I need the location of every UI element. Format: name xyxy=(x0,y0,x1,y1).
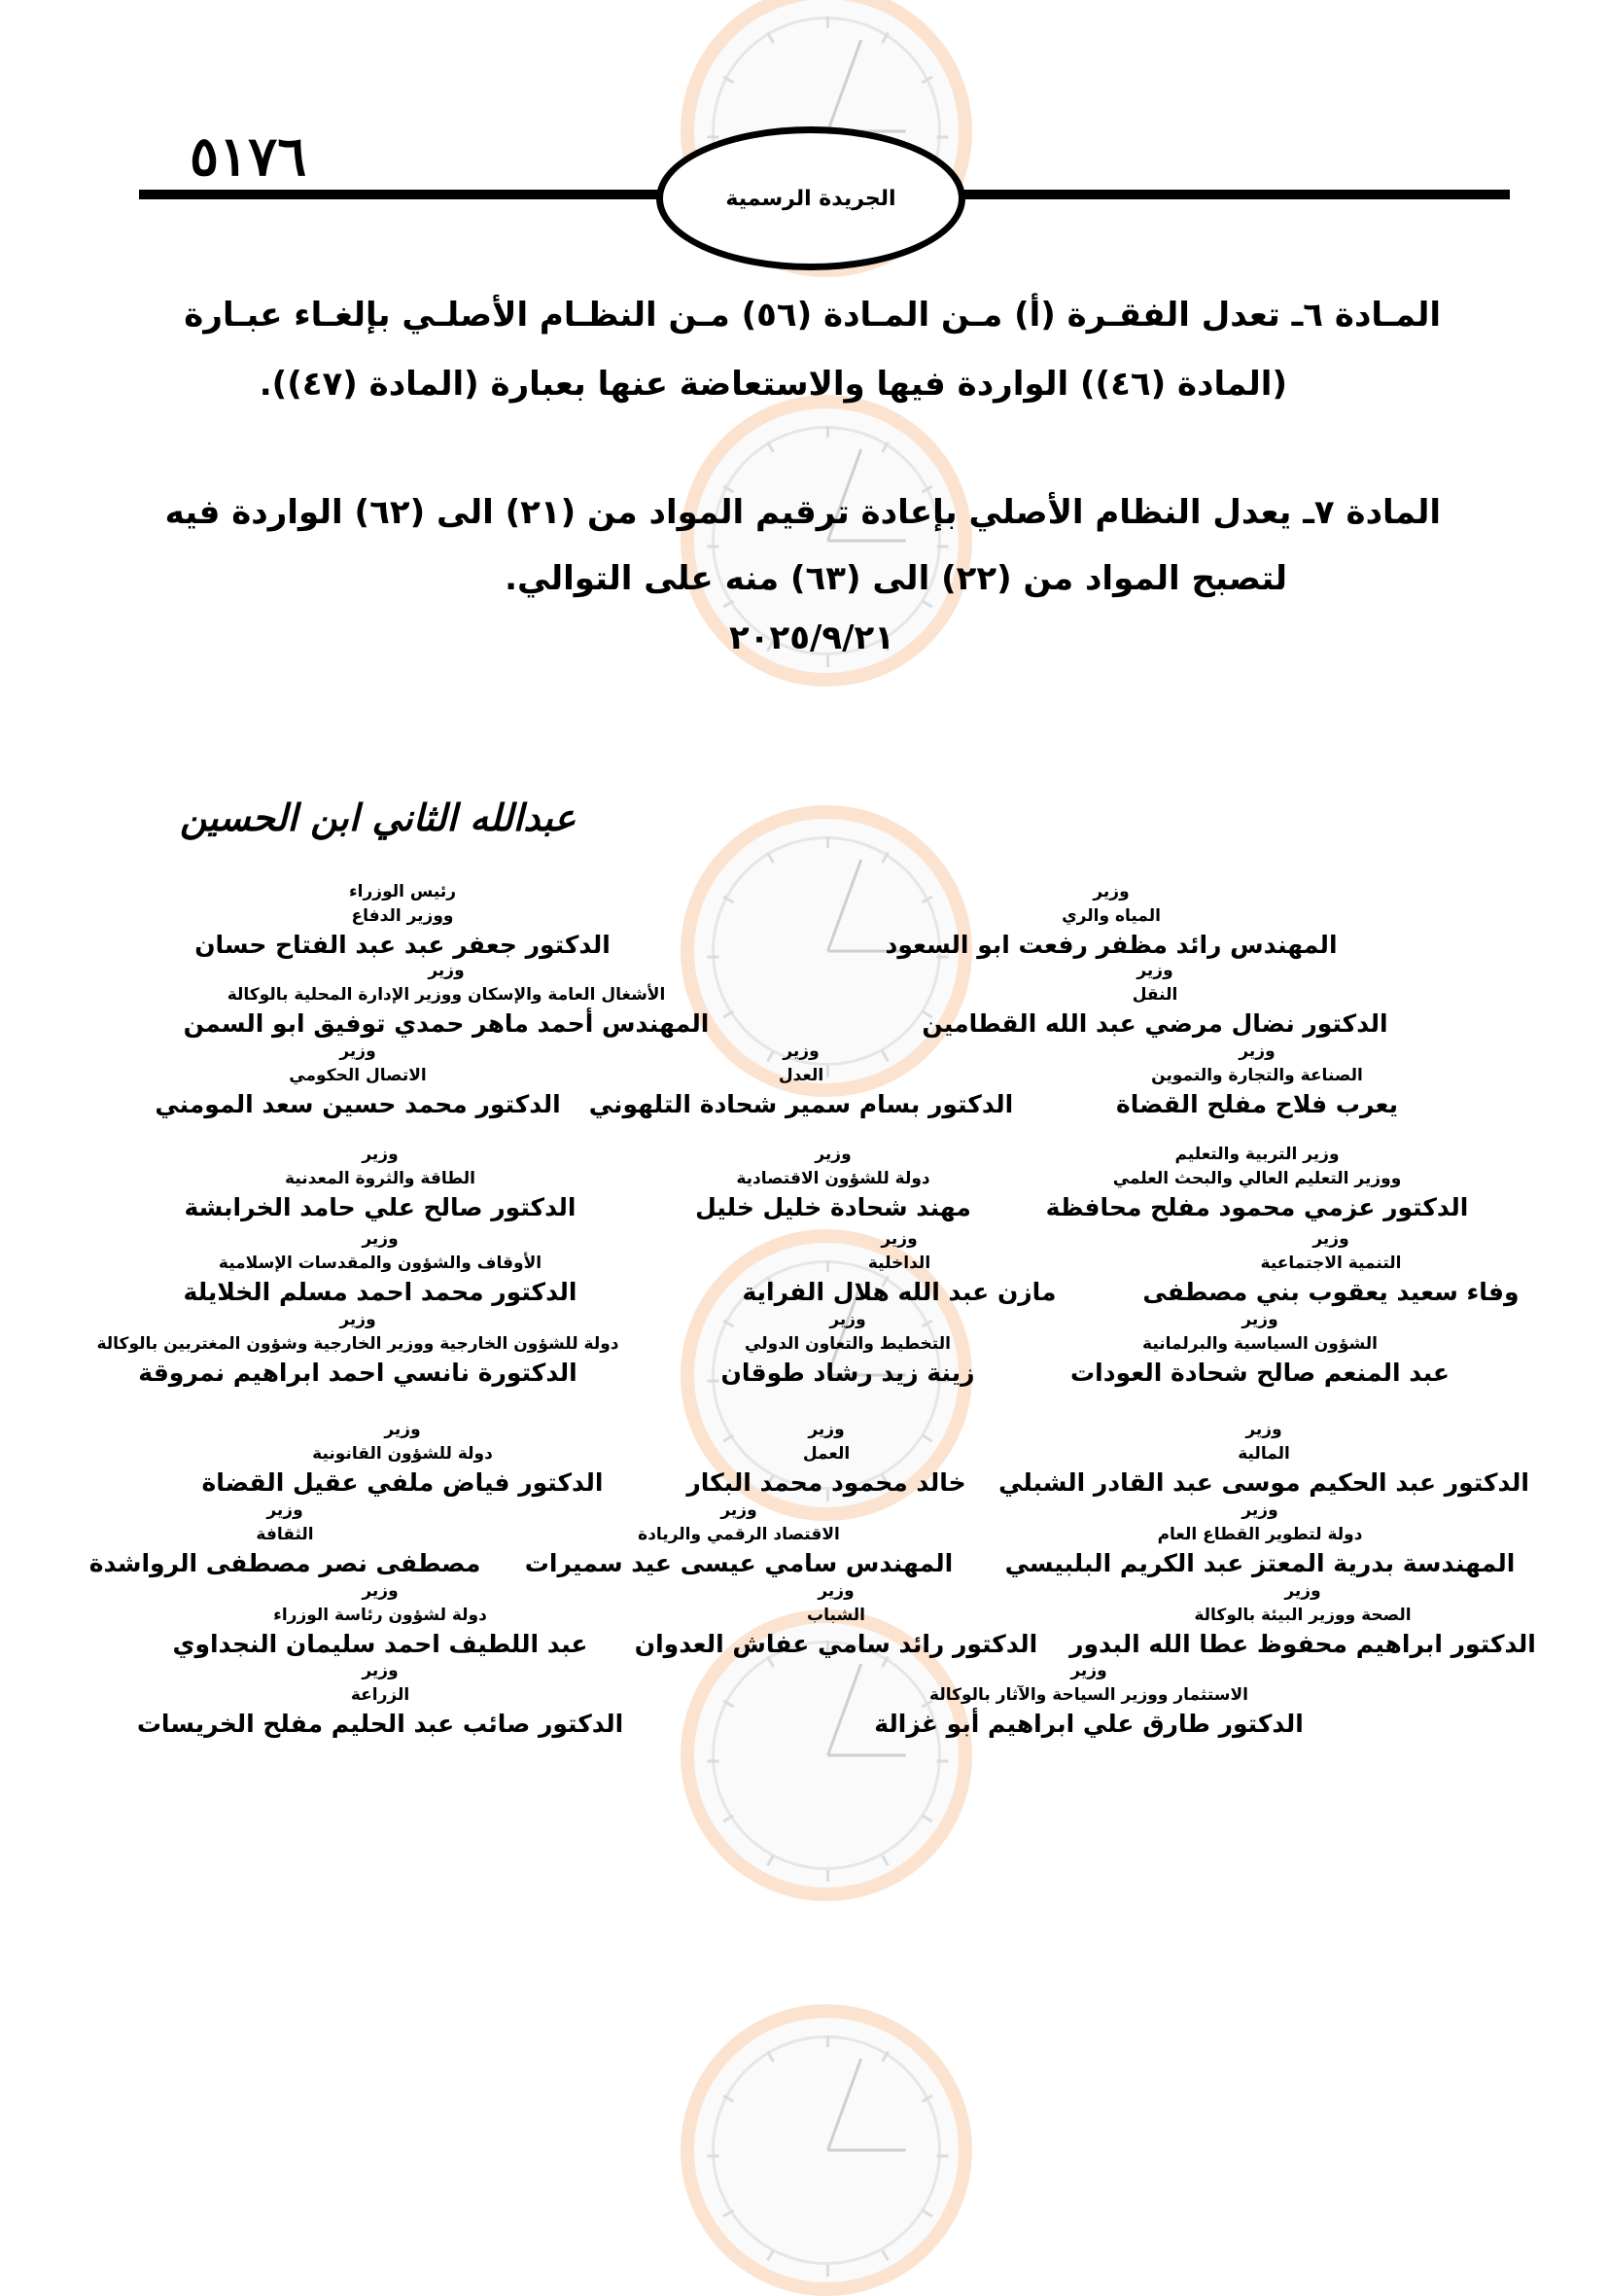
minister-name: يعرب فلاح مفلح القضاة xyxy=(1115,1090,1399,1118)
article-7-line-1: المادة ٧ـ يعدل النظام الأصلي بإعادة ترقيم المواد من (٢١) الى (٦٢) الواردة فيه xyxy=(164,493,1441,532)
minister-title: الأشغال العامة والإسكان ووزير الإدارة المحلية بالوكالة xyxy=(227,985,666,1005)
minister-title: وزير xyxy=(1241,1310,1278,1329)
minister-name: مهند شحادة خليل خليل xyxy=(695,1193,971,1221)
minister-title: الاقتصاد الرقمي والريادة xyxy=(638,1525,840,1544)
minister-signature-block xyxy=(0,1499,654,1580)
minister-name: زينة زيد رشاد طوقان xyxy=(720,1359,975,1387)
minister-title: وزير xyxy=(720,1501,757,1520)
minister-name: الدكتور صالح علي حامد الخرابشة xyxy=(184,1193,577,1221)
minister-title: العمل xyxy=(802,1444,851,1464)
minister-name: الدكتور عزمي محمود مفلح محافظة xyxy=(1045,1193,1469,1221)
minister-title: وزير xyxy=(1245,1420,1282,1439)
minister-title: وزير xyxy=(339,1310,376,1329)
minister-title: دولة للشؤون الخارجية ووزير الخارجية وشؤون المغتربين بالوكالة xyxy=(96,1334,619,1354)
minister-title: وزير xyxy=(339,1042,376,1061)
minister-name: المهندس أحمد ماهر حمدي توفيق ابو السمن xyxy=(183,1009,710,1038)
minister-title: المياه والري xyxy=(1062,906,1161,926)
minister-name: مازن عبد الله هلال الفراية xyxy=(742,1278,1057,1306)
minister-name: الدكتور نضال مرضي عبد الله القطامين xyxy=(922,1009,1388,1038)
article-6-line-1: المـادة ٦ـ تعدل الفقـرة (أ) مـن المـادة (٥٦) مـن النظـام الأصلـي بإلغـاء عبـارة xyxy=(184,296,1441,335)
minister-title: وزير xyxy=(1070,1661,1107,1680)
minister-name: الدكتور محمد حسين سعد المومني xyxy=(155,1090,561,1118)
minister-title: ووزير التعليم العالي والبحث العلمي xyxy=(1112,1169,1402,1188)
minister-signature-block xyxy=(11,1659,750,1741)
gazette-title: الجريدة الرسمية xyxy=(725,186,896,211)
minister-title: وزير xyxy=(362,1229,399,1249)
minister-title: وزير xyxy=(881,1229,918,1249)
minister-title: وزير xyxy=(1239,1042,1276,1061)
minister-name: المهندس سامي عيسى عيد سميرات xyxy=(524,1549,954,1577)
minister-signature-block xyxy=(786,959,1524,1041)
minister-title: دولة لتطوير القطاع العام xyxy=(1157,1525,1363,1544)
page-number: ٥١٧٦ xyxy=(190,124,307,189)
minister-signature-block xyxy=(33,1418,772,1500)
minister-title: التخطيط والتعاون الدولي xyxy=(745,1334,951,1354)
minister-name: وفاء سعيد يعقوب بني مصطفى xyxy=(1142,1278,1520,1306)
minister-name: عبد اللطيف احمد سليمان النجداوي xyxy=(172,1630,588,1658)
minister-signature-block xyxy=(77,959,816,1041)
minister-title: وزير xyxy=(1284,1581,1321,1601)
minister-title: وزير xyxy=(1136,961,1173,980)
minister-title: وزير xyxy=(266,1501,303,1520)
minister-signature-block xyxy=(11,1227,750,1309)
gazette-title-badge xyxy=(656,126,965,270)
minister-signature-block xyxy=(742,880,1481,962)
minister-name: المهندسة بدرية المعتز عبد الكريم البلبيسي xyxy=(1004,1549,1516,1577)
minister-title: وزير xyxy=(1093,882,1130,901)
minister-signature-block xyxy=(0,1308,727,1390)
minister-name: الدكتور ابراهيم محفوظ عطا الله البدور xyxy=(1069,1630,1536,1658)
minister-title: رئيس الوزراء xyxy=(348,882,457,901)
minister-title: وزير xyxy=(1241,1501,1278,1520)
minister-title: الاتصال الحكومي xyxy=(289,1066,427,1085)
minister-title: وزير xyxy=(428,961,465,980)
minister-title: وزير التربية والتعليم xyxy=(1174,1145,1340,1164)
minister-name: الدكتور طارق علي ابراهيم أبو غزالة xyxy=(874,1710,1304,1738)
minister-title: الصحة ووزير البيئة بالوكالة xyxy=(1194,1606,1412,1625)
minister-name: عبد المنعم صالح شحادة العودات xyxy=(1070,1359,1450,1387)
king-signature: عبدالله الثاني ابن الحسين xyxy=(180,795,577,839)
minister-title: العدل xyxy=(778,1066,824,1085)
minister-title: الزراعة xyxy=(350,1685,410,1705)
article-7-line-2: لتصبح المواد من (٢٢) الى (٦٣) منه على التوالي. xyxy=(505,559,1287,598)
minister-title: ووزير الدفاع xyxy=(351,906,454,926)
minister-title: وزير xyxy=(362,1661,399,1680)
minister-title: وزير xyxy=(818,1581,855,1601)
minister-name: الدكتور بسام سمير شحادة التلهوني xyxy=(588,1090,1014,1118)
minister-title: النقل xyxy=(1132,985,1178,1005)
minister-name: خالد محمود محمد البكار xyxy=(686,1468,966,1497)
minister-title: الداخلية xyxy=(867,1254,931,1273)
minister-name: المهندس رائد مظفر رفعت ابو السعود xyxy=(885,931,1338,959)
minister-title: وزير xyxy=(384,1420,421,1439)
minister-title: وزير xyxy=(815,1145,852,1164)
minister-name: الدكتور رائد سامي عفاش العدوان xyxy=(634,1630,1038,1658)
minister-title: دولة للشؤون الاقتصادية xyxy=(736,1169,930,1188)
decree-date: ٢٠٢٥/٩/٢١ xyxy=(728,618,895,657)
minister-title: التنمية الاجتماعية xyxy=(1260,1254,1402,1273)
minister-title: الشؤون السياسية والبرلمانية xyxy=(1142,1334,1378,1354)
minister-signature-block xyxy=(11,1579,750,1661)
minister-name: الدكتور جعفر عبد عبد الفتاح حسان xyxy=(194,931,611,959)
minister-signature-block xyxy=(33,880,772,962)
minister-title: وزير xyxy=(362,1581,399,1601)
minister-name: مصطفى نصر مصطفى الرواشدة xyxy=(88,1549,481,1577)
minister-title: الصناعة والتجارة والتموين xyxy=(1151,1066,1363,1085)
minister-title: وزير xyxy=(808,1420,845,1439)
minister-name: الدكتور محمد احمد مسلم الخلايلة xyxy=(183,1278,577,1306)
minister-signature-block xyxy=(11,1143,750,1224)
minister-signature-block xyxy=(0,1040,727,1121)
minister-title: وزير xyxy=(783,1042,820,1061)
minister-title: وزير xyxy=(829,1310,866,1329)
minister-name: الدكتورة نانسي احمد ابراهيم نمروقة xyxy=(138,1359,577,1387)
minister-title: دولة لشؤون رئاسة الوزراء xyxy=(273,1606,487,1625)
minister-title: دولة للشؤون القانونية xyxy=(312,1444,493,1464)
minister-name: الدكتور عبد الحكيم موسى عبد القادر الشبلي xyxy=(998,1468,1529,1497)
minister-title: الشباب xyxy=(807,1606,865,1625)
minister-title: الاستثمار ووزير السياحة والآثار بالوكالة xyxy=(929,1685,1248,1705)
minister-title: الأوقاف والشؤون والمقدسات الإسلامية xyxy=(218,1254,542,1273)
minister-title: الثقافة xyxy=(256,1525,314,1544)
clock-watermark-icon xyxy=(681,2004,972,2296)
article-6-line-2: (المادة (٤٦)) الواردة فيها والاستعاضة عنها بعبارة (المادة (٤٧)). xyxy=(259,365,1287,404)
minister-title: الطاقة والثروة المعدنية xyxy=(285,1169,475,1188)
minister-title: المالية xyxy=(1238,1444,1290,1464)
minister-name: الدكتور فياض ملفي عقيل القضاة xyxy=(201,1468,604,1497)
minister-title: وزير xyxy=(362,1145,399,1164)
minister-name: الدكتور صائب عبد الحليم مفلح الخريسات xyxy=(136,1710,624,1738)
minister-signature-block xyxy=(719,1659,1458,1741)
minister-title: وزير xyxy=(1312,1229,1349,1249)
